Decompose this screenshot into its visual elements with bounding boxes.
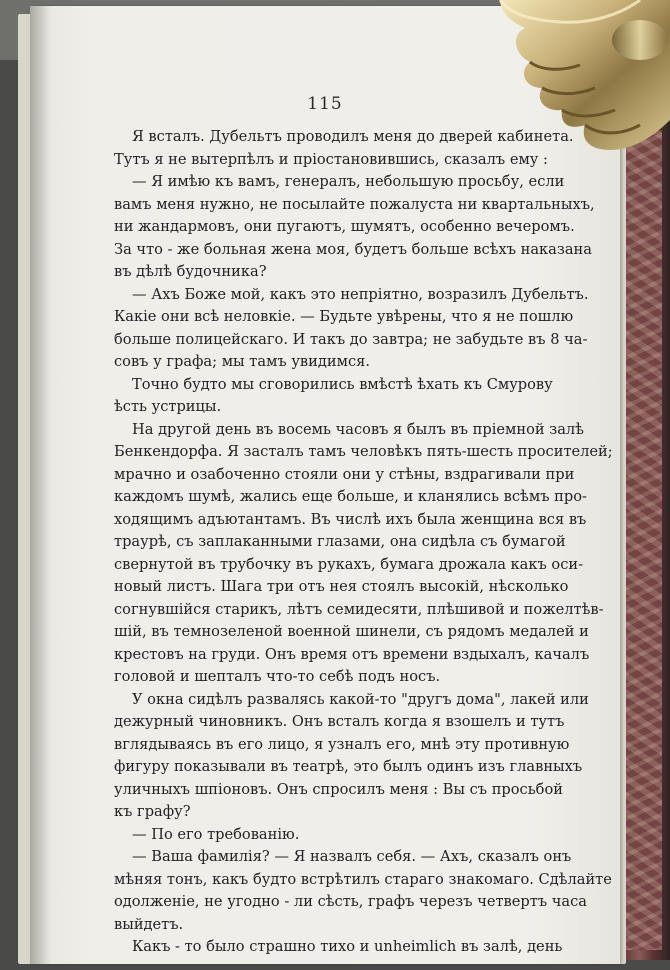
text-line: ѣсть устрицы.: [114, 398, 222, 415]
text-line: къ графу?: [114, 803, 191, 820]
text-line: больше полицейскаго. И такъ до завтра; не забудьте въ 8 ча-: [114, 330, 588, 348]
text-line: въ дѣлѣ будочника?: [114, 263, 267, 280]
text-line: шій, въ темнозеленой военной шинели, съ рядомъ медалей и: [114, 623, 589, 640]
text-line: Я всталъ. Дубельтъ проводилъ меня до дверей кабинета.: [132, 128, 574, 145]
text-line: — По его требованію.: [132, 825, 300, 843]
text-line: — Ахъ Боже мой, какъ это непріятно, возразилъ Дубельтъ.: [132, 285, 589, 303]
text-line: вглядываясь въ его лицо, я узналъ его, мнѣ эту противную: [114, 735, 570, 753]
text-line: У окна сидѣлъ развалясь какой-то "другъ дома", лакей или: [132, 690, 589, 708]
text-line: Тутъ я не вытерпѣлъ и пріостановившись, сказалъ ему :: [114, 150, 548, 168]
text-line: мѣняя тонъ, какъ будто встрѣтилъ стараго знакомаго. Сдѣлайте: [114, 870, 612, 888]
page-number: 115: [307, 94, 343, 114]
text-line: траурѣ, съ заплаканными глазами, она сидѣла съ бумагой: [114, 533, 566, 550]
text-line: совъ у графа; мы тамъ увидимся.: [114, 353, 370, 370]
text-line: свернутой въ трубочку въ рукахъ, бумага дрожала какъ оси-: [114, 555, 584, 573]
text-line: новый листъ. Шага три отъ нея стоялъ высокій, нѣсколько: [114, 578, 569, 595]
text-line: Какіе они всѣ неловкіе. — Будьте увѣрены, что я не пошлю: [114, 308, 574, 325]
text-line: выйдетъ.: [114, 915, 184, 933]
text-line: головой и шепталъ что-то себѣ подъ носъ.: [114, 668, 441, 685]
text-line: ходящимъ адъютантамъ. Въ числѣ ихъ была женщина вся въ: [114, 510, 587, 528]
brass-hand-weight-icon: [470, 0, 670, 190]
text-line: каждомъ шумѣ, жались еще больше, и кланялись всѣмъ про-: [114, 488, 587, 505]
text-line: согнувшійся старикъ, лѣтъ семидесяти, плѣшивой и пожелтѣв-: [114, 600, 604, 618]
text-line: одолженіе, не угодно - ли сѣсть, графъ черезъ четвертъ часа: [114, 893, 587, 910]
text-line: крестовъ на груди. Онъ время отъ времени вздыхалъ, качалъ: [114, 645, 590, 663]
page-text: [114, 126, 613, 959]
text-line: За что - же больная жена моя, будетъ больше всѣхъ наказана: [114, 240, 592, 258]
text-line: Какъ - то было страшно тихо и unheimlich въ залѣ, день: [132, 938, 563, 955]
text-line: вамъ меня нужно, не посылайте пожалуста ни квартальныхъ,: [114, 195, 595, 213]
text-line: дежурный чиновникъ. Онъ всталъ когда я взошелъ и тутъ: [114, 713, 565, 730]
text-line: — Я имѣю къ вамъ, генералъ, небольшую просьбу, если: [132, 173, 565, 190]
text-line: Точно будто мы сговорились вмѣстѣ ѣхать къ Смурову: [132, 375, 553, 393]
text-line: фигуру показывали въ театрѣ, это былъ одинъ изъ главныхъ: [114, 758, 583, 775]
text-line: мрачно и озабоченно стояли они у стѣны, вздрагивали при: [114, 465, 575, 483]
text-line: На другой день въ восемь часовъ я былъ въ пріемной залѣ: [132, 420, 584, 438]
text-line: ни жандармовъ, они пугаютъ, шумятъ, особенно вечеромъ.: [114, 218, 575, 235]
page-gutter-shadow: [30, 6, 52, 964]
marbled-endpaper: [622, 130, 662, 950]
text-line: уличныхъ шпіоновъ. Онъ спросилъ меня : Вы съ просьбой: [114, 780, 563, 798]
text-line: Бенкендорфа. Я засталъ тамъ человѣкъ пять-шесть просителей;: [114, 443, 613, 460]
text-line: — Ваша фамилія? — Я назвалъ себя. — Ахъ, сказалъ онъ: [132, 848, 572, 865]
